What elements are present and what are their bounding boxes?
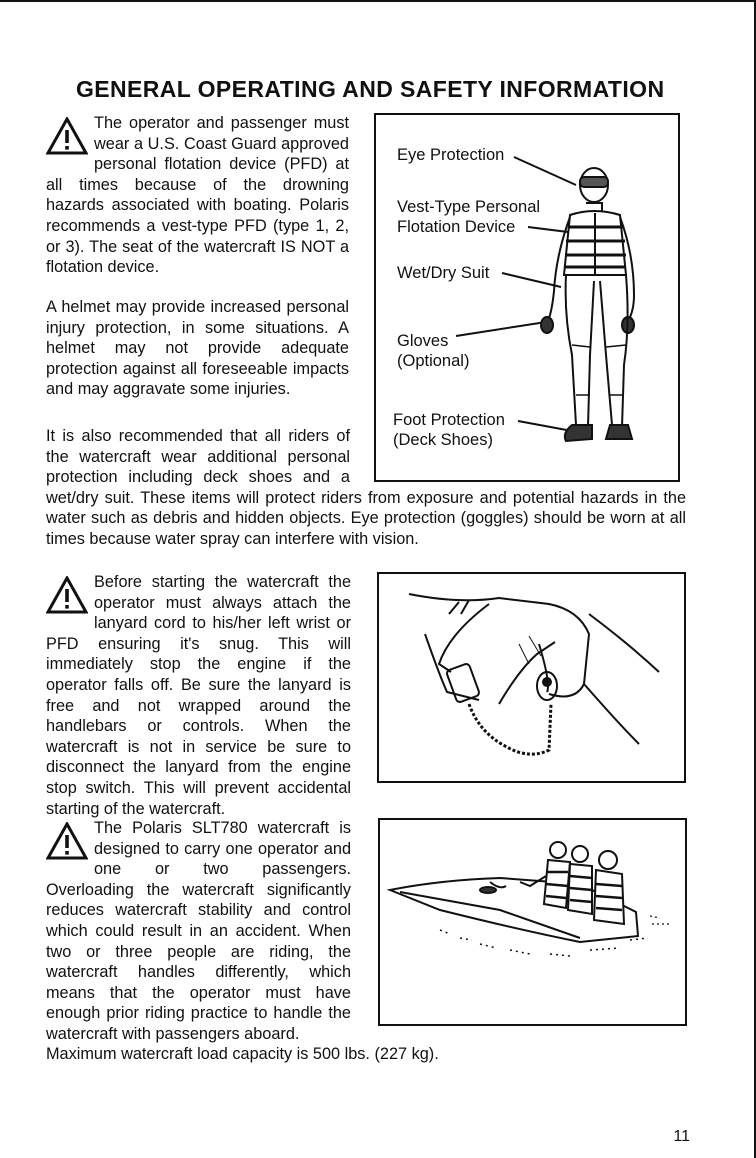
lanyard-wrist-illustration bbox=[379, 574, 684, 781]
label-deck-shoes: (Deck Shoes) bbox=[393, 431, 493, 449]
label-vest-line1: Vest-Type Personal bbox=[397, 198, 541, 216]
warning-triangle-icon bbox=[46, 822, 88, 860]
page-title: GENERAL OPERATING AND SAFETY INFORMATION bbox=[76, 76, 665, 102]
label-gloves-optional: (Optional) bbox=[397, 352, 470, 370]
label-foot-protection: Foot Protection bbox=[393, 411, 505, 429]
warning-triangle-icon bbox=[46, 576, 88, 614]
capacity-paragraph bbox=[46, 818, 351, 1045]
rider-gear-illustration bbox=[376, 115, 678, 480]
watercraft-riders-figure bbox=[378, 818, 687, 1026]
lanyard-paragraph bbox=[46, 572, 351, 819]
warning-triangle-icon bbox=[46, 117, 88, 155]
recommend-text: It is also recommended that all riders of the watercraft wear additional personal protection including deck shoes and a wet/dry suit. These items will protect riders from exposure and potential hazards in the water such as debris and hidden objects. Eye protection (goggles) should be worn at all times because water spray can interfere with vision. bbox=[46, 427, 686, 548]
helmet-paragraph bbox=[46, 297, 349, 400]
pfd-warning-paragraph bbox=[46, 113, 349, 278]
protective-gear-figure bbox=[374, 113, 680, 482]
watercraft-riders-illustration bbox=[380, 820, 685, 1024]
lanyard-text: Before starting the watercraft the operator must always attach the lanyard cord to his/her left wrist or PFD ensuring it's snug. This will immediately stop the engine if the operator falls off. Be sure the lanyard is free and not wrapped around the handlebars or controls. When the watercraft is not in service be sure to disconnect the lanyard from the engine stop switch. This will prevent accidental starting of the watercraft. bbox=[46, 573, 351, 818]
lanyard-figure bbox=[377, 572, 686, 783]
label-wet-dry-suit: Wet/Dry Suit bbox=[397, 264, 490, 282]
label-vest-line2: Flotation Device bbox=[397, 218, 516, 236]
pfd-warning-text: The operator and passenger must wear a U.S. Coast Guard approved personal flotation device (PFD) at all times because of the drowning hazards associated with boating. Polaris recommends a vest-type PFD (type 1, 2, or 3). The seat of the watercraft IS NOT a flotation device. bbox=[46, 114, 349, 277]
page-edge-top bbox=[0, 0, 756, 2]
helmet-text: A helmet may provide increased personal injury protection, in some situations. A helmet may not provide adequate protection against all foreseeable impacts and may aggravate some injuries. bbox=[46, 298, 349, 399]
max-load-statement: Maximum watercraft load capacity is 500 lbs. (227 kg). bbox=[46, 1045, 439, 1063]
capacity-text: The Polaris SLT780 watercraft is designed to carry one operator and one or two passengers. Overloading the watercraft significantly reduces watercraft stability and control which could result in an accident. When two or three people are riding, the watercraft handles differently, which means that the operator must have enough prior riding practice to handle the watercraft with passengers aboard. bbox=[46, 819, 351, 1043]
label-eye-protection: Eye Protection bbox=[397, 146, 505, 164]
page-number: 11 bbox=[673, 1128, 690, 1145]
label-gloves: Gloves bbox=[397, 332, 449, 350]
